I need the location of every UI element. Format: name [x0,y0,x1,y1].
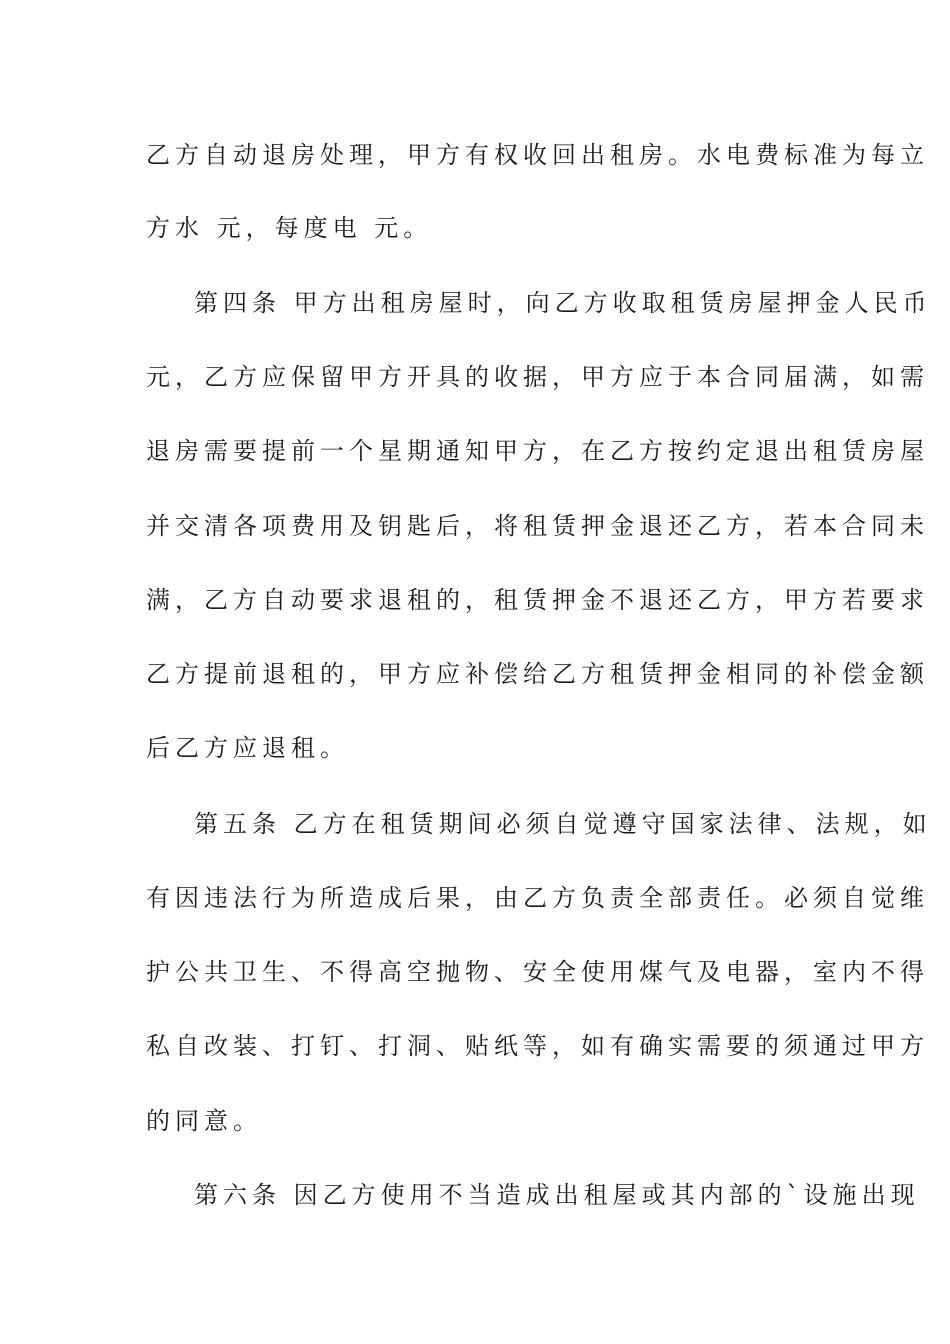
text-line-9: 后乙方应退租。 [146,734,349,762]
text-line-8: 乙方提前退租的，甲方应补偿给乙方租赁押金相同的补偿金额 [146,660,929,688]
article-4-heading-line: 第四条 甲方出租房屋时，向乙方收取租赁房屋押金人民币 [194,289,932,317]
text-line-13: 私自改装、打钉、打洞、贴纸等，如有确实需要的须通过甲方 [146,1032,929,1060]
text-line-1: 乙方自动退房处理，甲方有权收回出租房。水电费标准为每立 [146,141,929,169]
text-line-7: 满，乙方自动要求退租的，租赁押金不退还乙方，甲方若要求 [146,586,929,614]
text-line-11: 有因违法行为所造成后果，由乙方负责全部责任。必须自觉维 [146,884,929,912]
text-line-12: 护公共卫生、不得高空抛物、安全使用煤气及电器，室内不得 [146,958,929,986]
article-6-heading-line: 第六条 因乙方使用不当造成出租屋或其内部的`设施出现 [194,1181,920,1209]
text-line-14: 的同意。 [146,1107,262,1135]
text-line-5: 退房需要提前一个星期通知甲方，在乙方按约定退出租赁房屋 [146,437,929,465]
text-line-4: 元，乙方应保留甲方开具的收据，甲方应于本合同届满，如需 [146,363,929,391]
article-5-heading-line: 第五条 乙方在租赁期间必须自觉遵守国家法律、法规，如 [194,810,932,838]
text-line-2: 方水 元，每度电 元。 [146,214,433,242]
text-line-6: 并交清各项费用及钥匙后，将租赁押金退还乙方，若本合同未 [146,512,929,540]
